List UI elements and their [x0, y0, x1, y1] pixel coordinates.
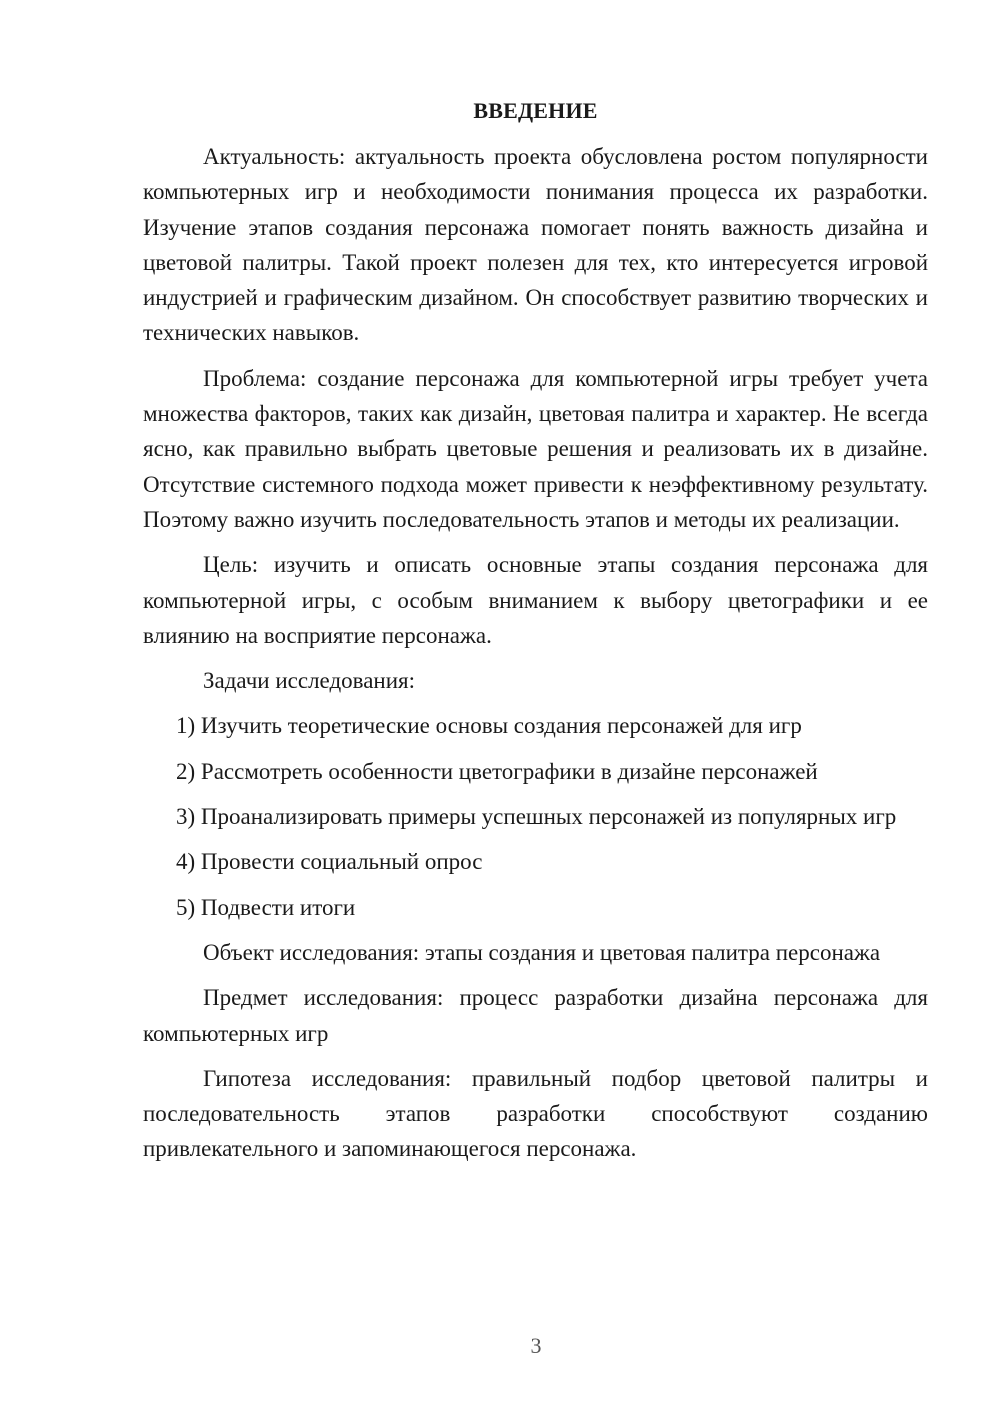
- paragraph-subject: Предмет исследования: процесс разработки дизайна персонажа для компьютерных игр: [143, 985, 928, 1046]
- task-item: 3) Проанализировать примеры успешных персонажей из популярных игр: [176, 804, 897, 830]
- task-item: 4) Провести социальный опрос: [176, 849, 483, 875]
- paragraph-object: Объект исследования: этапы создания и цветовая палитра персонажа: [203, 939, 881, 965]
- document-page: [143, 96, 928, 1177]
- paragraph-problem: Проблема: создание персонажа для компьютерной игры требует учета множества факторов, таких как дизайн, цветовая палитра и характер. Не всегда ясно, как правильно выбрать цветовые решения и реализовать их в дизайне. Отсутствие системного подхода может привести к неэффективному результату. Поэтому важно изучить последовательность этапов и методы их реализации.: [143, 365, 928, 532]
- paragraph-tasks-heading: Задачи исследования:: [203, 668, 416, 694]
- paragraph-hypothesis: Гипотеза исследования: правильный подбор цветовой палитры и последовательность этапов разработки способствуют созданию привлекательного и запоминающегося персонажа.: [143, 1065, 928, 1162]
- page-number: 3: [530, 1333, 542, 1358]
- task-item: 1) Изучить теоретические основы создания персонажей для игр: [176, 713, 802, 739]
- paragraph-goal: Цель: изучить и описать основные этапы создания персонажа для компьютерной игры, с особым вниманием к выбору цветографики и ее влиянию на восприятие персонажа.: [143, 552, 928, 648]
- task-item: 2) Рассмотреть особенности цветографики в дизайне персонажей: [176, 758, 818, 784]
- section-title: ВВЕДЕНИЕ: [473, 98, 598, 123]
- task-item: 5) Подвести итоги: [176, 894, 356, 920]
- paragraph-relevance: Актуальность: актуальность проекта обусловлена ростом популярности компьютерных игр и необходимости понимания процесса их разработки. Изучение этапов создания персонажа помогает понять важность дизайна и цветовой палитры. Такой проект полезен для тех, кто интересуется игровой индустрией и графическим дизайном. Он способствует развитию творческих и технических навыков.: [143, 144, 928, 346]
